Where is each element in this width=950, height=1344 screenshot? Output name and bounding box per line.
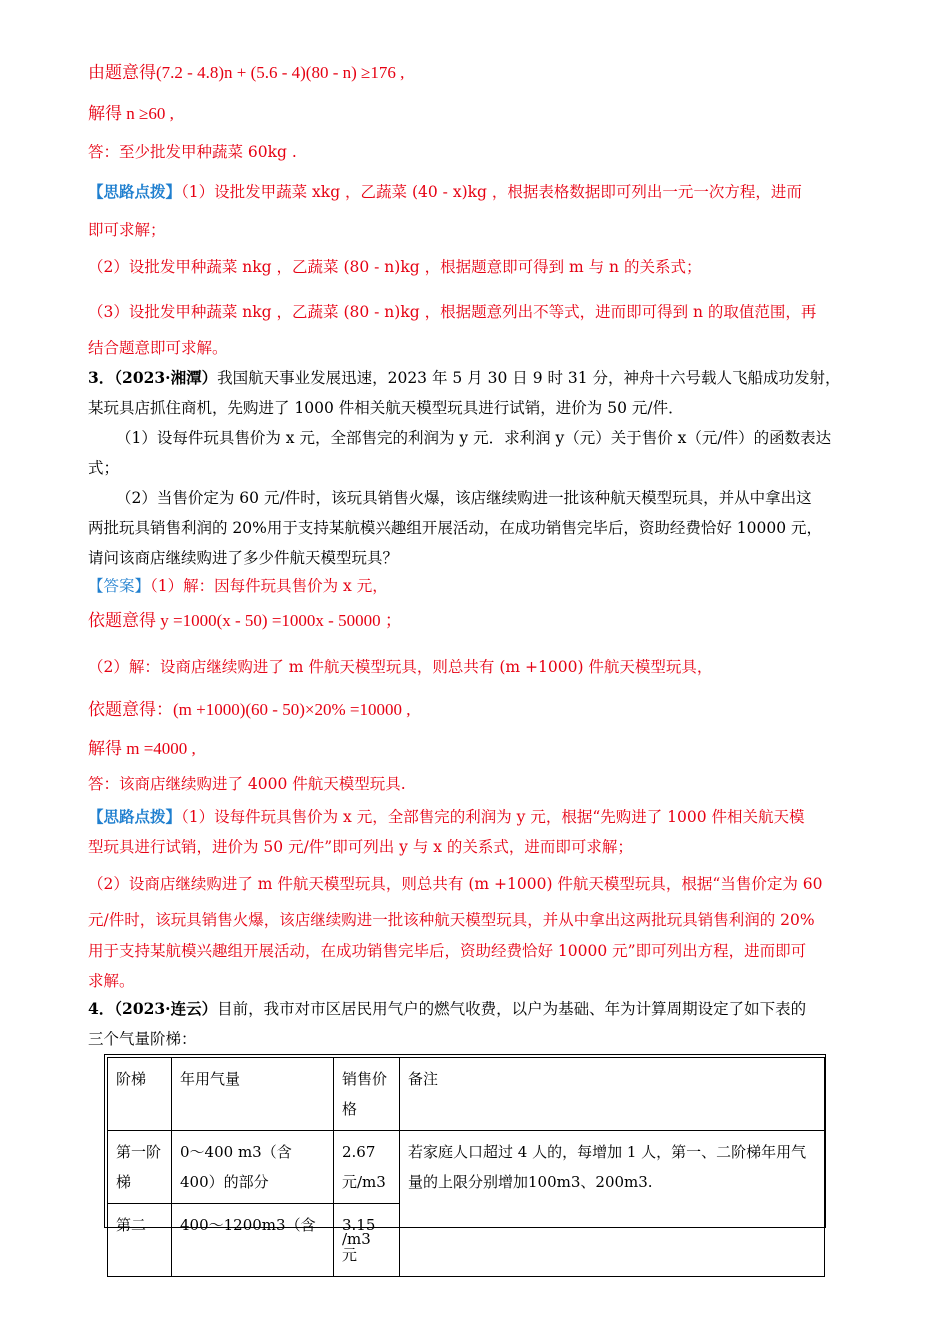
table-cell: 400～1200m3（含 bbox=[172, 1204, 334, 1277]
table-row bbox=[108, 1131, 825, 1204]
table-cell: 3.15 元 bbox=[334, 1204, 400, 1277]
hint-line bbox=[88, 181, 802, 203]
hint-tag: 【思路点拨】 bbox=[88, 807, 182, 826]
hint-line: 型玩具进行试销，进价为 50 元/件”即可列出 y 与 x 的关系式，进而即可求解； bbox=[88, 838, 633, 856]
hint-line: （2）设批发甲种蔬菜 nkg ，乙蔬菜 (80 - n)kg ，根据题意即可得到 m 与 n 的关系式； bbox=[88, 258, 702, 276]
table-header-row bbox=[108, 1058, 825, 1131]
question-text: 目前，我市对市区居民用气户的燃气收费，以户为基础、年为计算周期设定了如下表的 bbox=[217, 1000, 807, 1018]
solution-line: 解得 n ≥60 , bbox=[88, 104, 174, 123]
hint-line bbox=[88, 806, 805, 828]
table-header: 阶梯 bbox=[108, 1058, 172, 1131]
table-header: 年用气量 bbox=[172, 1058, 334, 1131]
table-cell: 若家庭人口超过 4 人的，每增加 1 人，第一、二阶梯年用气量的上限分别增加100m3、200m3. bbox=[400, 1131, 825, 1277]
answer-line: 答：该商店继续购进了 4000 件航天模型玩具. bbox=[88, 775, 406, 793]
table-cell: 2.67 元/m3 bbox=[334, 1131, 400, 1204]
question-source: （2023·连云） bbox=[114, 999, 218, 1018]
hint-line: 元/件时，该玩具销售火爆，该店继续购进一批该种航天模型玩具，并从中拿出这两批玩具销售利润的 20% bbox=[88, 911, 815, 929]
table-cell: 0～400 m3（含400）的部分 bbox=[172, 1131, 334, 1204]
answer-line: 依题意得：(m +1000)(60 - 50)×20% =10000 , bbox=[88, 700, 411, 719]
question-line: （2）当售价定为 60 元/件时，该玩具销售火爆，该店继续购进一批该种航天模型玩具，并从中拿出这 bbox=[116, 489, 812, 507]
question-number: 4． bbox=[88, 999, 115, 1018]
answer-tag: 【答案】 bbox=[88, 577, 151, 595]
table-cell: 第二 bbox=[108, 1204, 172, 1277]
answer-line: 解得 m =4000 , bbox=[88, 739, 196, 758]
question-line: 式； bbox=[88, 459, 120, 477]
answer-line: 答：至少批发甲种蔬菜 60kg . bbox=[88, 143, 297, 161]
answer-text: （1）解：因每件玩具售价为 x 元， bbox=[150, 577, 388, 595]
question-number: 3． bbox=[88, 368, 115, 387]
hint-line: （3）设批发甲种蔬菜 nkg ，乙蔬菜 (80 - n)kg ，根据题意列出不等式，进而即可得到 n 的取值范围，再 bbox=[88, 303, 817, 321]
hint-line: 即可求解； bbox=[88, 221, 166, 239]
question-line: 请问该商店继续购进了多少件航天模型玩具？ bbox=[88, 549, 399, 567]
gas-tier-table bbox=[107, 1057, 825, 1277]
hint-line: （2）设商店继续购进了 m 件航天模型玩具，则总共有 (m +1000) 件航天模型玩具，根据“当售价定为 60 bbox=[88, 875, 823, 893]
hint-text: （1）设批发甲蔬菜 xkg ，乙蔬菜 (40 - x)kg ，根据表格数据即可列出一元一次方程，进而 bbox=[181, 183, 802, 201]
hint-line: 用于支持某航模兴趣组开展活动，在成功销售完毕后，资助经费恰好 10000 元”即可列出方程，进而即可 bbox=[88, 942, 807, 960]
table-header: 备注 bbox=[400, 1058, 825, 1131]
question-line: 三个气量阶梯： bbox=[88, 1030, 197, 1048]
answer-line: （2）解：设商店继续购进了 m 件航天模型玩具，则总共有 (m +1000) 件航天模型玩具， bbox=[88, 658, 713, 676]
question-line bbox=[88, 998, 806, 1020]
question-line: （1）设每件玩具售价为 x 元，全部售完的利润为 y 元．求利润 y（元）关于售价 x（元/件）的函数表达 bbox=[116, 429, 832, 447]
equation-line: 由题意得(7.2 - 4.8)n + (5.6 - 4)(80 - n) ≥176 , bbox=[88, 63, 405, 82]
hint-line: 求解。 bbox=[88, 972, 135, 990]
hint-line: 结合题意即可求解。 bbox=[88, 339, 228, 357]
hint-text: （1）设每件玩具售价为 x 元，全部售完的利润为 y 元，根据“先购进了 1000 件相关航天模 bbox=[181, 808, 805, 826]
question-line: 两批玩具销售利润的 20%用于支持某航模兴趣组开展活动，在成功销售完毕后，资助经费恰好 10000 元， bbox=[88, 519, 823, 537]
question-source: （2023·湘潭） bbox=[114, 368, 218, 387]
table-header: 销售价格 bbox=[334, 1058, 400, 1131]
answer-line bbox=[88, 575, 388, 597]
question-line: 某玩具店抓住商机，先购进了 1000 件相关航天模型玩具进行试销，进价为 50 元/件． bbox=[88, 399, 684, 417]
table-overflow-unit: /m3 bbox=[342, 1230, 371, 1248]
table-cell: 第一阶梯 bbox=[108, 1131, 172, 1204]
answer-line: 依题意得 y =1000(x - 50) =1000x - 50000 ； bbox=[88, 611, 402, 630]
question-line bbox=[88, 367, 841, 389]
question-text: 我国航天事业发展迅速，2023 年 5 月 30 日 9 时 31 分，神舟十六号载人飞船成功发射， bbox=[217, 369, 841, 387]
hint-tag: 【思路点拨】 bbox=[88, 182, 182, 201]
